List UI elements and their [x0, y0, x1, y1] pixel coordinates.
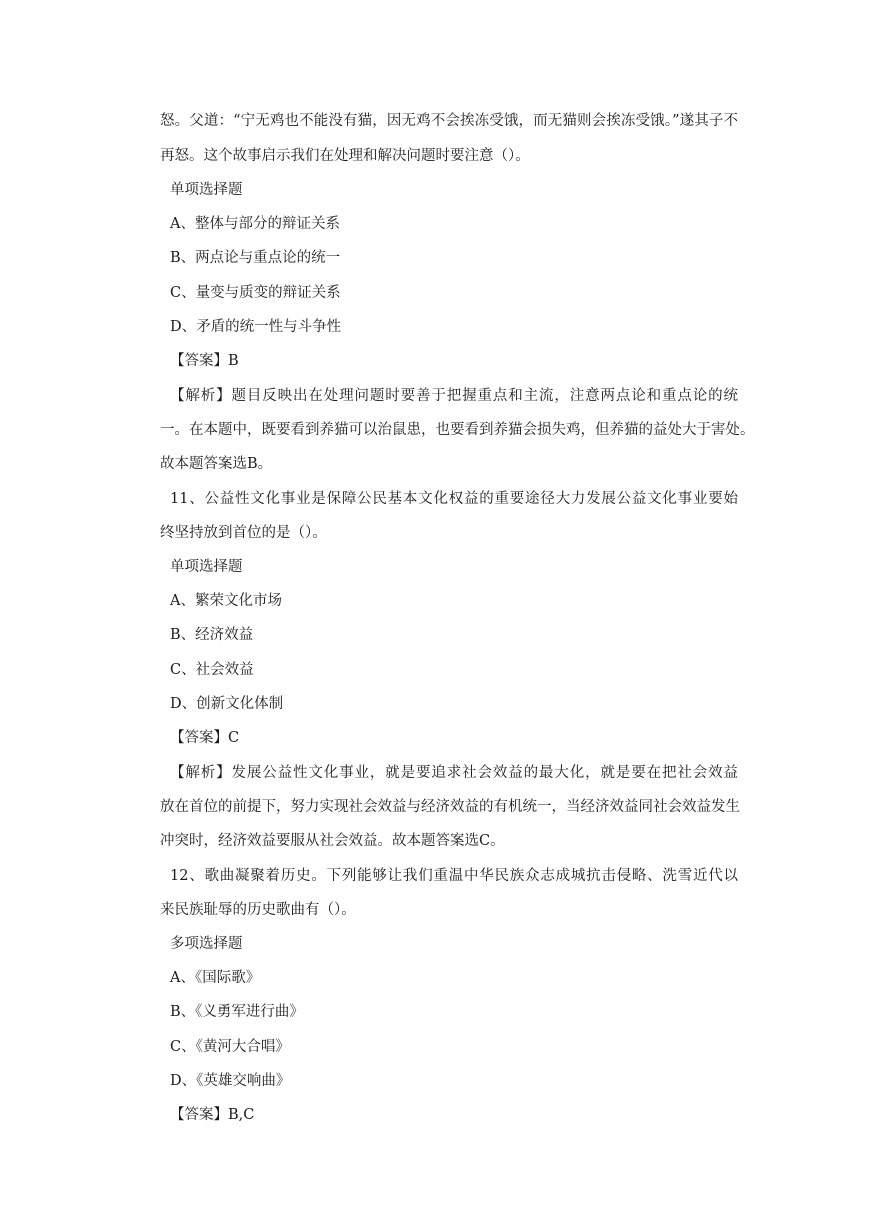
q11-analysis-line2: 放在首位的前提下，努力实现社会效益与经济效益的有机统一，当经济效益同社会效益发生 — [160, 799, 740, 815]
q10-option-d: D、矛盾的统一性与斗争性 — [170, 319, 342, 335]
q12-question-type: 多项选择题 — [170, 936, 243, 952]
q10-analysis-line2: 一。在本题中，既要看到养猫可以治鼠患，也要看到养猫会损失鸡，但养猫的益处大于害处。 — [160, 422, 755, 438]
q10-question-type: 单项选择题 — [170, 182, 243, 198]
q11-stem-line2: 终坚持放到首位的是（）。 — [160, 525, 327, 541]
q12-answer: 【答案】B,C — [170, 1107, 255, 1123]
q11-option-a: A、繁荣文化市场 — [170, 593, 282, 609]
q10-answer: 【答案】B — [170, 353, 239, 369]
q12-option-a: A、《国际歌》 — [170, 970, 261, 986]
q10-stem-line1: 怒。父道：“宁无鸡也不能没有猫，因无鸡不会挨冻受饿，而无猫则会挨冻受饿。”遂其子不 — [160, 113, 738, 129]
q10-analysis-line3: 故本题答案选B。 — [160, 456, 273, 472]
q12-option-d: D、《英雄交响曲》 — [170, 1073, 291, 1089]
q11-option-b: B、经济效益 — [170, 627, 254, 643]
q10-option-a: A、整体与部分的辩证关系 — [170, 216, 340, 232]
q11-option-c: C、社会效益 — [170, 662, 254, 678]
q11-stem-line1: 11、公益性文化事业是保障公民基本文化权益的重要途径大力发展公益文化事业要始 — [170, 491, 738, 507]
q12-option-b: B、《义勇军进行曲》 — [170, 1004, 304, 1020]
q10-stem-line2: 再怒。这个故事启示我们在处理和解决问题时要注意（）。 — [160, 148, 530, 164]
q10-analysis-line1: 【解析】题目反映出在处理问题时要善于把握重点和主流，注意两点论和重点论的统 — [170, 388, 738, 404]
q11-analysis-line1: 【解析】发展公益性文化事业，就是要追求社会效益的最大化，就是要在把社会效益 — [170, 765, 738, 781]
q11-option-d: D、创新文化体制 — [170, 696, 284, 712]
q11-analysis-line3: 冲突时，经济效益要服从社会效益。故本题答案选C。 — [160, 833, 505, 849]
q10-option-c: C、量变与质变的辩证关系 — [170, 285, 341, 301]
q12-option-c: C、《黄河大合唱》 — [170, 1039, 290, 1055]
q12-stem-line2: 来民族耻辱的历史歌曲有（）。 — [160, 902, 356, 918]
q12-stem-line1: 12、歌曲凝聚着历史。下列能够让我们重温中华民族众志成城抗击侵略、洗雪近代以 — [170, 868, 738, 884]
q10-option-b: B、两点论与重点论的统一 — [170, 250, 341, 266]
q11-question-type: 单项选择题 — [170, 559, 243, 575]
q11-answer: 【答案】C — [170, 730, 240, 746]
